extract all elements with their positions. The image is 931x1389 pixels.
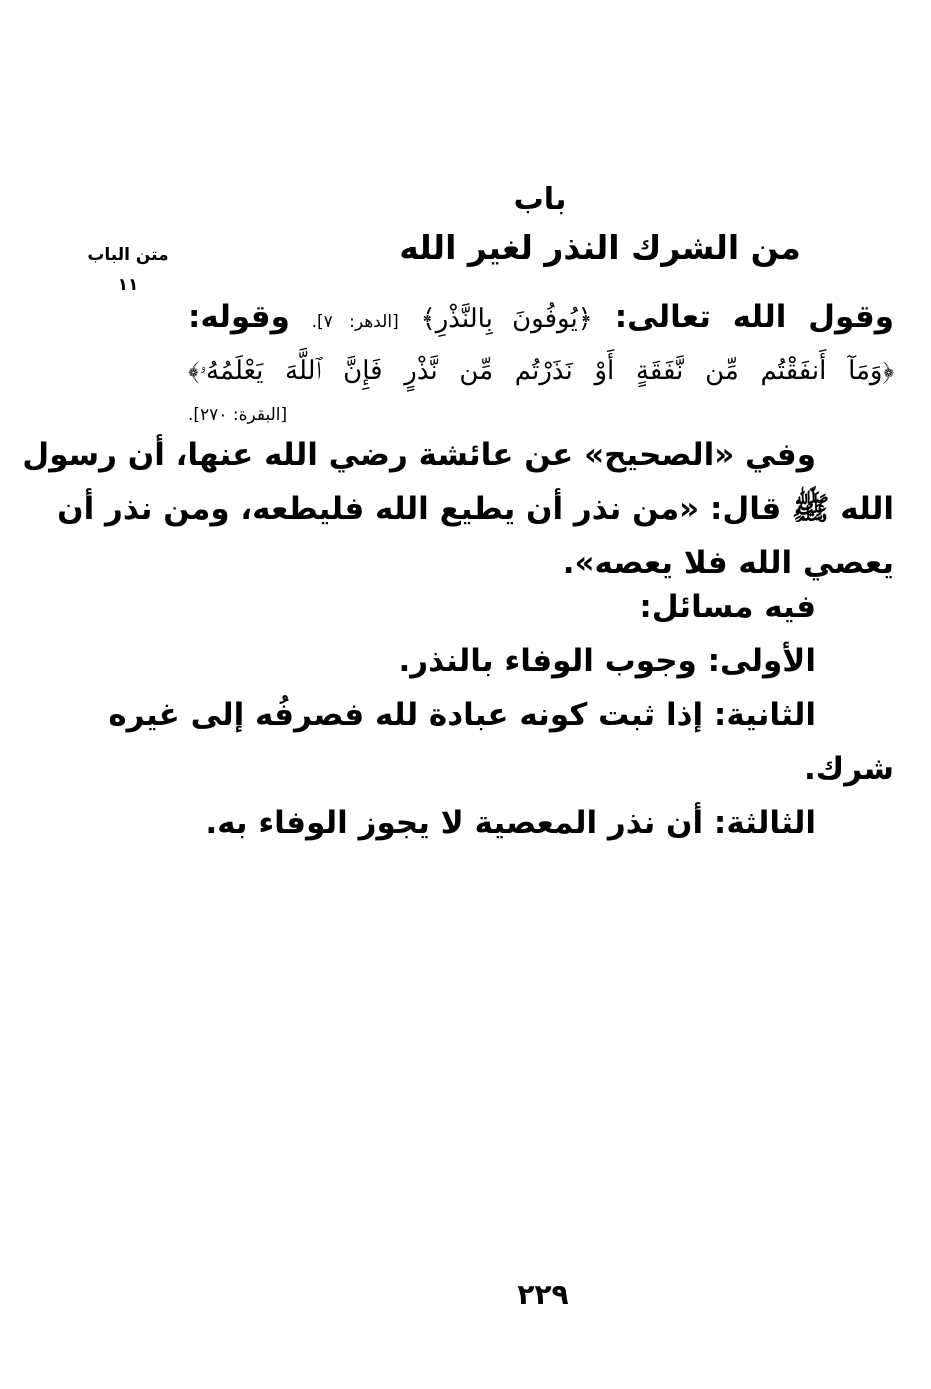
verse-reference-1: [الدهر: ٧]. (311, 312, 399, 332)
issues-heading: فيه مسائل: (639, 589, 816, 625)
verse-line-1 (188, 290, 894, 344)
hadith-line-3: يعصي الله فلا يعصه». (562, 545, 894, 581)
chapter-title: من الشرك النذر لغير الله (399, 228, 801, 267)
margin-label: متن الباب (87, 245, 169, 265)
page-number: ٢٢٩ (517, 1278, 569, 1311)
verse-block (188, 290, 894, 432)
hadith-block (22, 428, 894, 590)
issue-1: الأولى: وجوب الوفاء بالنذر. (398, 643, 816, 679)
chapter-word: باب (513, 182, 567, 217)
margin-number: ١١ (117, 275, 139, 295)
issue-2-continued: شرك. (804, 751, 894, 787)
verse-continuation: وقوله: (188, 299, 290, 335)
issue-3: الثالثة: أن نذر المعصية لا يجوز الوفاء به. (205, 805, 816, 841)
issues-block (108, 580, 894, 850)
verse-intro: وقول الله تعالى: (614, 299, 895, 335)
quran-verse-1: ﴿يُوفُونَ بِالنَّذْرِ﴾ (420, 304, 593, 334)
quran-verse-2: ﴿وَمَآ أَنفَقْتُم مِّن نَّفَقَةٍ أَوْ نَذَرْتُم مِّن نَّذْرٍ فَإِنَّ ٱللَّهَ يَعْلَمُهُۥ﴾ (188, 356, 894, 386)
issue-2: الثانية: إذا ثبت كونه عبادة لله فصرفُه إلى غيره (108, 697, 816, 733)
hadith-line-2: الله ﷺ قال: «من نذر أن يطيع الله فليطعه، ومن نذر أن (57, 491, 894, 527)
verse-reference-2: [البقرة: ٢٧٠]. (188, 405, 288, 425)
hadith-line-1: وفي «الصحيح» عن عائشة رضي الله عنها، أن رسول (22, 437, 816, 473)
margin-note (83, 240, 173, 300)
